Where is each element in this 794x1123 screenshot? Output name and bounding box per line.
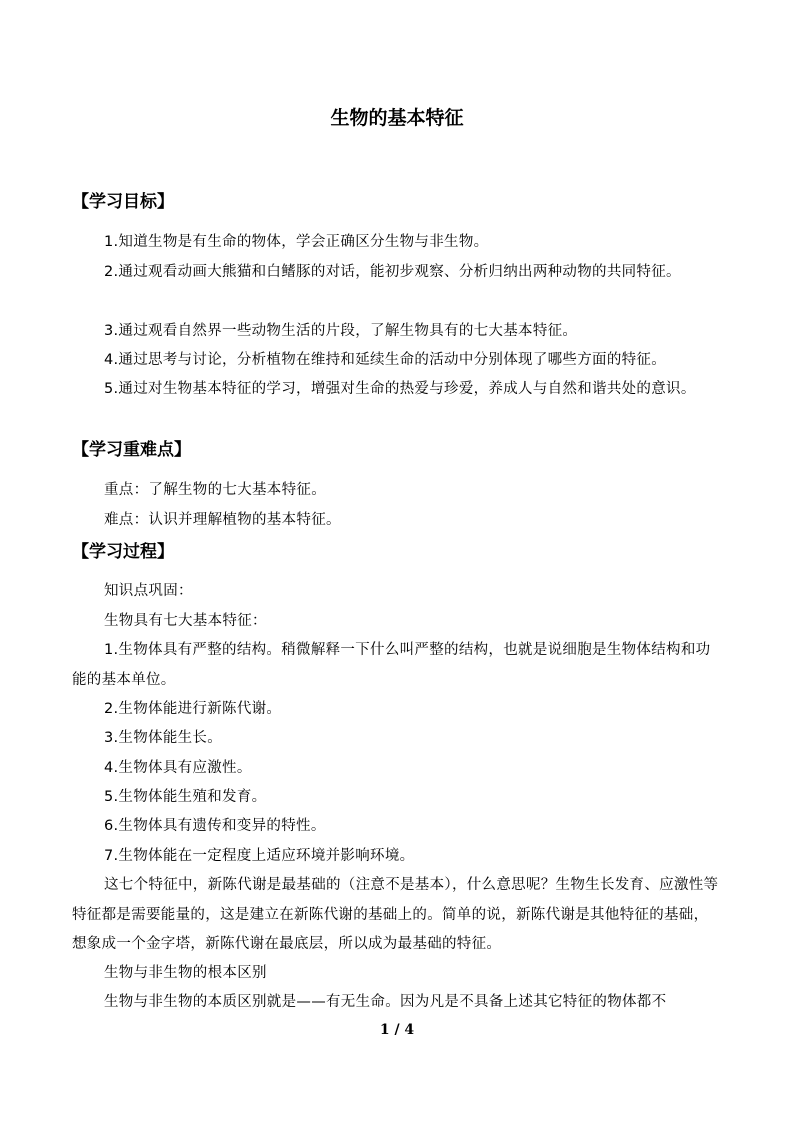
key-point-difficulty: 难点：认识并理解植物的基本特征。 xyxy=(104,512,341,528)
objective-item-5: 5.通过对生物基本特征的学习，增强对生命的热爱与珍爱，养成人与自然和谐共处的意识。 xyxy=(104,381,696,397)
objective-item-2: 2.通过观看动画大熊猫和白鳍豚的对话，能初步观察、分析归纳出两种动物的共同特征。 xyxy=(104,264,681,280)
heading-process: 【学习过程】 xyxy=(72,542,174,562)
objective-item-1: 1.知道生物是有生命的物体，学会正确区分生物与非生物。 xyxy=(104,234,489,250)
subheading-difference: 生物与非生物的根本区别 xyxy=(104,965,267,981)
explanation-paragraph: 这七个特征中，新陈代谢是最基础的（注意不是基本），什么意思呢？生物生长发育、应激性等特征都是需要能量的，这是建立在新陈代谢的基础上的。简单的说，新陈代谢是其他特征的基础，想象成一个金字塔，新陈代谢在最底层，所以成为最基础的特征。 xyxy=(72,877,719,952)
heading-objectives: 【学习目标】 xyxy=(72,192,174,212)
heading-key-points: 【学习重难点】 xyxy=(72,440,191,460)
process-intro-2: 生物具有七大基本特征： xyxy=(104,613,267,629)
objective-item-3: 3.通过观看自然界一些动物生活的片段，了解生物具有的七大基本特征。 xyxy=(104,323,578,339)
feature-item-7: 7.生物体能在一定程度上适应环境并影响环境。 xyxy=(104,848,415,864)
document-title: 生物的基本特征 xyxy=(330,107,464,129)
feature-item-6: 6.生物体具有遗传和变异的特性。 xyxy=(104,818,326,834)
process-intro-1: 知识点巩固： xyxy=(104,583,193,599)
feature-item-3: 3.生物体能生长。 xyxy=(104,730,223,746)
feature-item-1: 1.生物体具有严整的结构。稍微解释一下什么叫严整的结构，也就是说细胞是生物体结构和功能的基本单位。 xyxy=(72,642,711,688)
feature-item-5: 5.生物体能生殖和发育。 xyxy=(104,789,267,805)
difference-paragraph: 生物与非生物的本质区别就是——有无生命。因为凡是不具备上述其它特征的物体都不 xyxy=(104,994,667,1010)
page-number: 1 / 4 xyxy=(379,1022,415,1038)
objective-item-4: 4.通过思考与讨论，分析植物在维持和延续生命的活动中分别体现了哪些方面的特征。 xyxy=(104,352,667,368)
feature-item-2: 2.生物体能进行新陈代谢。 xyxy=(104,701,282,717)
feature-item-4: 4.生物体具有应激性。 xyxy=(104,760,252,776)
key-point-focus: 重点：了解生物的七大基本特征。 xyxy=(104,482,326,498)
